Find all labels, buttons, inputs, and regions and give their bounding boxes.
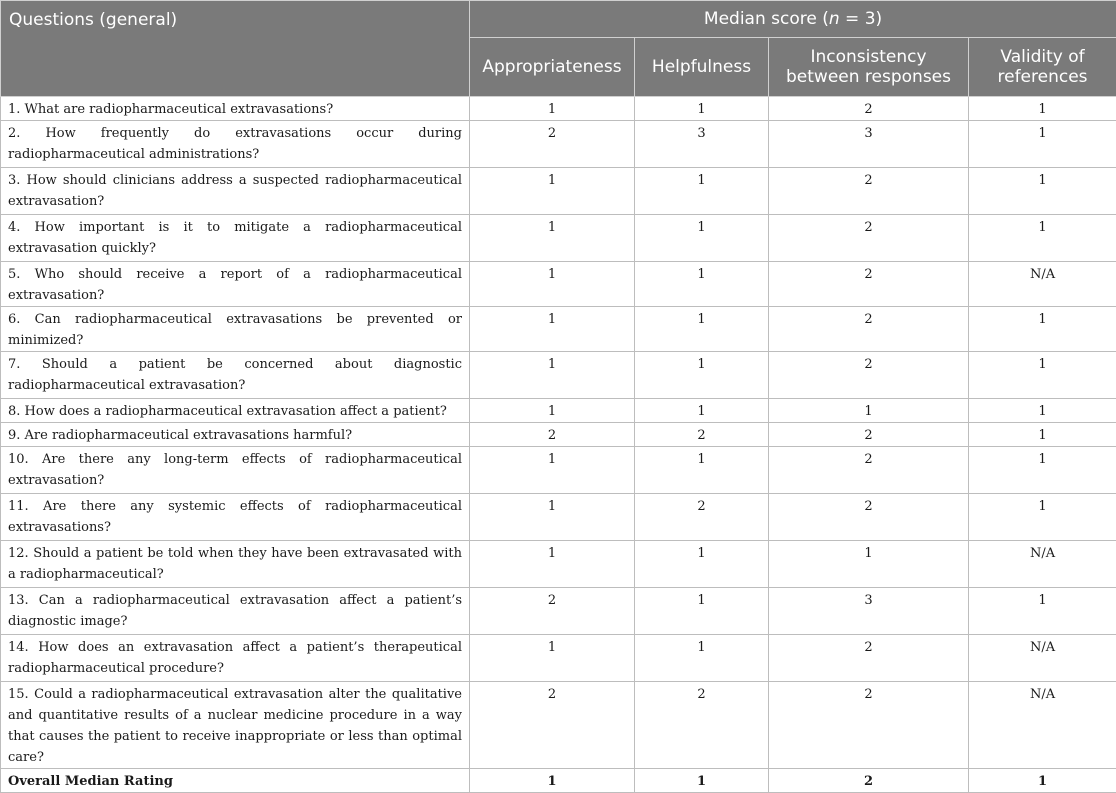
appropriateness-cell: 1 xyxy=(470,494,635,541)
median-score-header xyxy=(470,1,1116,38)
validity-cell: N/A xyxy=(969,682,1116,769)
question-cell: 15. Could a radiopharmaceutical extravasation alter the qualitative and quantitative results of a nuclear medicine procedure in a way that causes the patient to receive inappropriate or less than optimal care? xyxy=(1,682,470,769)
inconsistency-cell: 2 xyxy=(769,97,969,121)
question-cell: 12. Should a patient be told when they have been extravasated with a radiopharmaceutical? xyxy=(1,541,470,588)
table-header xyxy=(1,1,1116,97)
inconsistency-cell: 2 xyxy=(769,215,969,262)
question-cell: 6. Can radiopharmaceutical extravasations be prevented or minimized? xyxy=(1,307,470,352)
table-row xyxy=(1,97,1116,121)
validity-cell: 1 xyxy=(969,399,1116,423)
table-row xyxy=(1,635,1116,682)
helpfulness-cell: 1 xyxy=(635,215,769,262)
overall-inconsistency: 2 xyxy=(769,769,969,793)
validity-cell: 1 xyxy=(969,588,1116,635)
validity-cell: 1 xyxy=(969,352,1116,399)
question-cell: 3. How should clinicians address a suspected radiopharmaceutical extravasation? xyxy=(1,168,470,215)
inconsistency-cell: 2 xyxy=(769,423,969,447)
helpfulness-cell: 3 xyxy=(635,121,769,168)
inconsistency-cell: 2 xyxy=(769,352,969,399)
appropriateness-cell: 2 xyxy=(470,121,635,168)
question-cell: 13. Can a radiopharmaceutical extravasation affect a patient’s diagnostic image? xyxy=(1,588,470,635)
appropriateness-cell: 1 xyxy=(470,635,635,682)
validity-cell: N/A xyxy=(969,541,1116,588)
inconsistency-cell: 2 xyxy=(769,168,969,215)
validity-cell: 1 xyxy=(969,97,1116,121)
helpfulness-cell: 2 xyxy=(635,423,769,447)
table-row xyxy=(1,262,1116,307)
question-cell: 2. How frequently do extravasations occur during radiopharmaceutical administrations? xyxy=(1,121,470,168)
question-cell: 4. How important is it to mitigate a radiopharmaceutical extravasation quickly? xyxy=(1,215,470,262)
overall-row xyxy=(1,769,1116,793)
question-cell: 7. Should a patient be concerned about diagnostic radiopharmaceutical extravasation? xyxy=(1,352,470,399)
helpfulness-cell: 1 xyxy=(635,447,769,494)
validity-cell: 1 xyxy=(969,447,1116,494)
appropriateness-cell: 1 xyxy=(470,541,635,588)
inconsistency-cell: 3 xyxy=(769,588,969,635)
inconsistency-cell: 2 xyxy=(769,682,969,769)
inconsistency-cell: 2 xyxy=(769,635,969,682)
table-row xyxy=(1,215,1116,262)
validity-cell: 1 xyxy=(969,423,1116,447)
appropriateness-cell: 1 xyxy=(470,168,635,215)
validity-cell: 1 xyxy=(969,168,1116,215)
inconsistency-cell: 3 xyxy=(769,121,969,168)
helpfulness-cell: 1 xyxy=(635,352,769,399)
overall-helpfulness: 1 xyxy=(635,769,769,793)
overall-appropriateness: 1 xyxy=(470,769,635,793)
overall-validity: 1 xyxy=(969,769,1116,793)
question-cell: 10. Are there any long-term effects of radiopharmaceutical extravasation? xyxy=(1,447,470,494)
question-cell: 11. Are there any systemic effects of radiopharmaceutical extravasations? xyxy=(1,494,470,541)
inconsistency-cell: 2 xyxy=(769,447,969,494)
helpfulness-cell: 1 xyxy=(635,588,769,635)
validity-cell: 1 xyxy=(969,307,1116,352)
inconsistency-cell: 2 xyxy=(769,307,969,352)
appropriateness-cell: 1 xyxy=(470,97,635,121)
question-cell: 1. What are radiopharmaceutical extravasations? xyxy=(1,97,470,121)
table-row xyxy=(1,121,1116,168)
col-inconsistency-header: Inconsistency between responses xyxy=(769,38,969,97)
appropriateness-cell: 1 xyxy=(470,307,635,352)
helpfulness-cell: 1 xyxy=(635,541,769,588)
inconsistency-cell: 2 xyxy=(769,262,969,307)
appropriateness-cell: 1 xyxy=(470,262,635,307)
inconsistency-cell: 1 xyxy=(769,399,969,423)
table-row xyxy=(1,352,1116,399)
col-appropriateness-header: Appropriateness xyxy=(470,38,635,97)
validity-cell: N/A xyxy=(969,635,1116,682)
appropriateness-cell: 2 xyxy=(470,588,635,635)
helpfulness-cell: 1 xyxy=(635,635,769,682)
appropriateness-cell: 1 xyxy=(470,399,635,423)
question-cell: 8. How does a radiopharmaceutical extravasation affect a patient? xyxy=(1,399,470,423)
table-row xyxy=(1,494,1116,541)
appropriateness-cell: 2 xyxy=(470,423,635,447)
appropriateness-cell: 1 xyxy=(470,215,635,262)
appropriateness-cell: 1 xyxy=(470,447,635,494)
table-row xyxy=(1,307,1116,352)
helpfulness-cell: 1 xyxy=(635,262,769,307)
appropriateness-cell: 2 xyxy=(470,682,635,769)
appropriateness-cell: 1 xyxy=(470,352,635,399)
table-row xyxy=(1,588,1116,635)
table-row xyxy=(1,682,1116,769)
table-row xyxy=(1,423,1116,447)
question-cell: 9. Are radiopharmaceutical extravasations harmful? xyxy=(1,423,470,447)
validity-cell: 1 xyxy=(969,494,1116,541)
table-row xyxy=(1,168,1116,215)
validity-cell: 1 xyxy=(969,215,1116,262)
helpfulness-cell: 2 xyxy=(635,494,769,541)
question-cell: 5. Who should receive a report of a radiopharmaceutical extravasation? xyxy=(1,262,470,307)
helpfulness-cell: 2 xyxy=(635,682,769,769)
col-helpfulness-header: Helpfulness xyxy=(635,38,769,97)
median-label-n: n xyxy=(829,9,840,29)
median-label-prefix: Median score ( xyxy=(704,9,829,29)
overall-label: Overall Median Rating xyxy=(1,769,470,793)
table-body xyxy=(1,97,1116,793)
table-row xyxy=(1,447,1116,494)
col-validity-header: Validity of references xyxy=(969,38,1116,97)
helpfulness-cell: 1 xyxy=(635,399,769,423)
helpfulness-cell: 1 xyxy=(635,168,769,215)
inconsistency-cell: 2 xyxy=(769,494,969,541)
validity-cell: 1 xyxy=(969,121,1116,168)
helpfulness-cell: 1 xyxy=(635,307,769,352)
questions-header: Questions (general) xyxy=(1,1,470,97)
table-row xyxy=(1,541,1116,588)
validity-cell: N/A xyxy=(969,262,1116,307)
question-cell: 14. How does an extravasation affect a patient’s therapeutical radiopharmaceutical procedure? xyxy=(1,635,470,682)
inconsistency-cell: 1 xyxy=(769,541,969,588)
median-label-suffix: = 3) xyxy=(840,9,883,29)
helpfulness-cell: 1 xyxy=(635,97,769,121)
table-row xyxy=(1,399,1116,423)
